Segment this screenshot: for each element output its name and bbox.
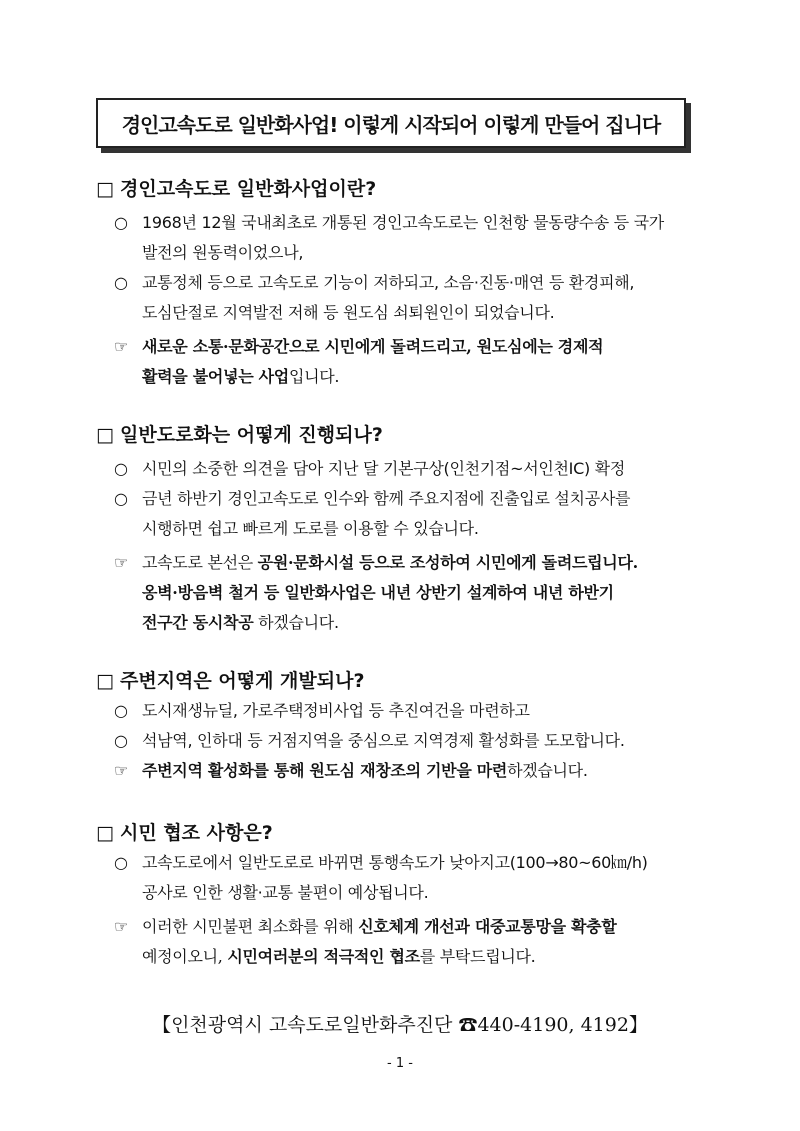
note-item	[96, 912, 736, 942]
note-text-bold: 전구간 동시착공	[142, 613, 254, 632]
checkbox-square-icon: □	[96, 178, 114, 200]
item-text: 석남역, 인하대 등 거점지역을 중심으로 지역경제 활성화를 도모합니다.	[142, 731, 625, 750]
list-item	[96, 726, 736, 756]
circle-bullet-icon: ○	[114, 459, 128, 478]
note-text: 새로운 소통·문화공간으로 시민에게 돌려드리고, 원도심에는 경제적	[142, 337, 604, 356]
item-text: 시행하면 쉽고 빠르게 도로를 이용할 수 있습니다.	[142, 519, 479, 538]
item-text: 발전의 원동력이었으나,	[142, 243, 304, 262]
note-text-bold: 주변지역 활성화를 통해 원도심 재창조의 기반을 마련	[142, 761, 508, 780]
list-item-cont	[96, 878, 736, 908]
section-heading	[96, 818, 736, 848]
list-item	[96, 454, 736, 484]
list-item-cont	[96, 298, 736, 328]
page-number: - 1 -	[387, 1056, 413, 1071]
contact-footer: 【인천광역시 고속도로일반화추진단 ☎440-4190, 4192】	[152, 1014, 648, 1036]
note-item	[96, 756, 736, 786]
list-item-cont	[96, 238, 736, 268]
section-3	[96, 666, 736, 786]
list-item	[96, 208, 736, 238]
item-text: 1968년 12월 국내최초로 개통된 경인고속도로는 인천항 물동량수송 등 국가	[142, 213, 664, 232]
note-text-bold: 시민여러분의 적극적인 협조	[227, 947, 420, 966]
circle-bullet-icon: ○	[114, 701, 128, 720]
item-text: 고속도로에서 일반도로로 바뀌면 통행속도가 낮아지고(100→80~60㎞/h)	[142, 853, 648, 872]
note-item	[96, 548, 736, 578]
note-item	[96, 332, 736, 362]
section-2	[96, 420, 736, 638]
circle-bullet-icon: ○	[114, 489, 128, 508]
section-heading	[96, 420, 736, 450]
item-text: 교통정체 등으로 고속도로 기능이 저하되고, 소음·진동·매연 등 환경피해,	[142, 273, 635, 292]
note-text: 입니다.	[288, 367, 340, 386]
circle-bullet-icon: ○	[114, 213, 128, 232]
note-text: 하겠습니다.	[253, 613, 339, 632]
note-text-bold: 신호체계 개선과 대중교통망을 확충할	[358, 917, 617, 936]
item-text: 시민의 소중한 의견을 담아 지난 달 기본구상(인천기점~서인천IC) 확정	[142, 459, 625, 478]
section-heading-text: 시민 협조 사항은?	[120, 822, 273, 844]
section-heading-text: 주변지역은 어떻게 개발되나?	[120, 670, 365, 692]
title-box	[96, 98, 686, 148]
note-item-cont	[96, 578, 736, 608]
checkbox-square-icon: □	[96, 670, 114, 692]
note-text: 이러한 시민불편 최소화를 위해	[142, 917, 359, 936]
circle-bullet-icon: ○	[114, 273, 128, 292]
list-item	[96, 484, 736, 514]
item-text: 도시재생뉴딜, 가로주택정비사업 등 추진여건을 마련하고	[142, 701, 530, 720]
page-title: 경인고속도로 일반화사업! 이렇게 시작되어 이렇게 만들어 집니다	[121, 112, 661, 137]
section-heading-text: 경인고속도로 일반화사업이란?	[120, 178, 377, 200]
note-text: 예정이오니,	[142, 947, 228, 966]
checkbox-square-icon: □	[96, 424, 114, 446]
section-4	[96, 818, 736, 972]
pointing-hand-icon: ☞	[114, 761, 129, 780]
list-item	[96, 696, 736, 726]
pointing-hand-icon: ☞	[114, 553, 129, 572]
note-text-bold: 활력을 불어넣는 사업	[142, 367, 289, 386]
note-item-cont	[96, 362, 736, 392]
checkbox-square-icon: □	[96, 822, 114, 844]
list-item	[96, 268, 736, 298]
note-text-bold: 옹벽·방음벽 철거 등 일반화사업은 내년 상반기 설계하여 내년 하반기	[142, 583, 614, 602]
note-text: 하겠습니다.	[507, 761, 588, 780]
note-item-cont	[96, 608, 736, 638]
item-text: 공사로 인한 생활·교통 불편이 예상됩니다.	[142, 883, 429, 902]
note-text: 고속도로 본선은	[142, 553, 258, 572]
list-item-cont	[96, 514, 736, 544]
note-text-bold: 공원·문화시설 등으로 조성하여 시민에게 돌려드립니다.	[257, 553, 638, 572]
pointing-hand-icon: ☞	[114, 337, 129, 356]
item-text: 도심단절로 지역발전 저해 등 원도심 쇠퇴원인이 되었습니다.	[142, 303, 555, 322]
section-heading	[96, 174, 736, 204]
section-heading-text: 일반도로화는 어떻게 진행되나?	[120, 424, 383, 446]
section-heading	[96, 666, 736, 696]
note-item-cont	[96, 942, 736, 972]
note-text: 를 부탁드립니다.	[419, 947, 536, 966]
circle-bullet-icon: ○	[114, 731, 128, 750]
item-text: 금년 하반기 경인고속도로 인수와 함께 주요지점에 진출입로 설치공사를	[142, 489, 631, 508]
circle-bullet-icon: ○	[114, 853, 128, 872]
list-item	[96, 848, 736, 878]
section-1	[96, 174, 736, 392]
pointing-hand-icon: ☞	[114, 917, 129, 936]
